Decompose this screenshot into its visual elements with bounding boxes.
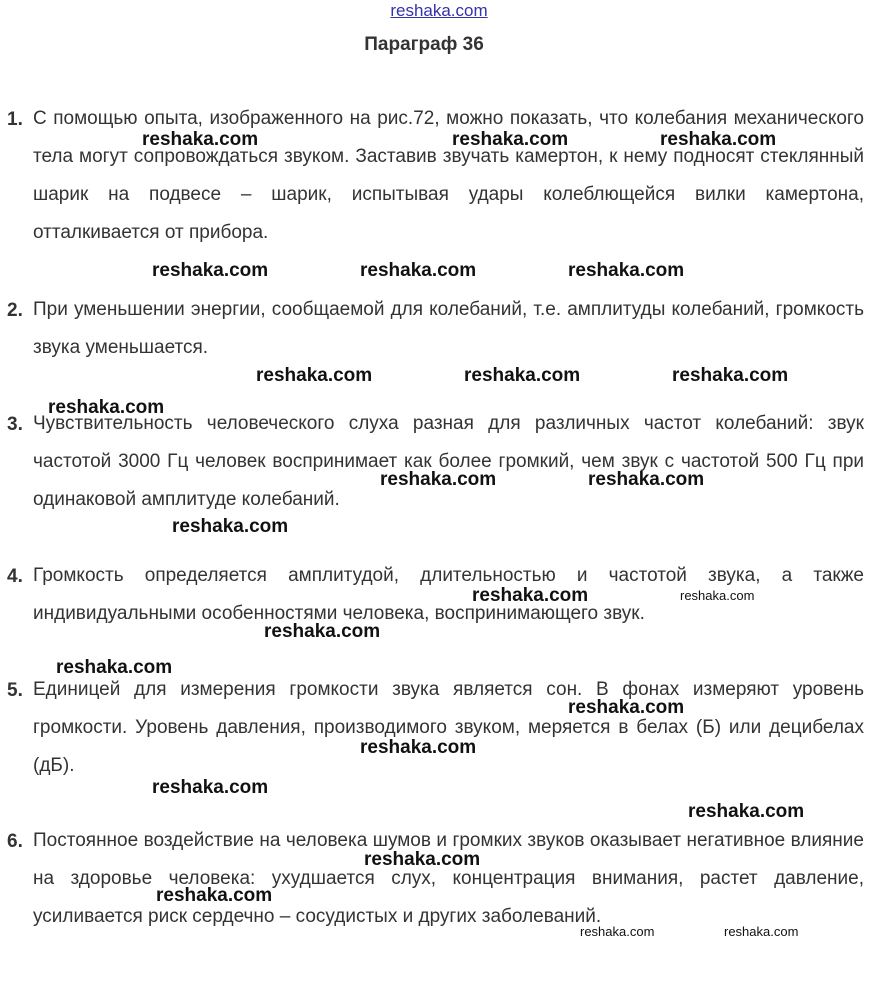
watermark: reshaka.com [152,777,269,798]
watermark: reshaka.com [680,588,755,603]
item-text: Единицей для измерения громкости звука является сон. В фонах измеряют уровень громкости. Уровень давления, производимого звуком, меряется в белах (Б) или децибелах (дБ). [33,679,864,776]
watermark: reshaka.com [452,129,569,150]
item-text: С помощью опыта, изображенного на рис.72, можно показать, что колебания механического тела могут сопровождаться звуком. Заставив звучать камертон, к нему подносят стеклянный шарик на подвесе – шарик, испытывая удары колеблющейся вилки камертона, отталкивается от прибора. [33,108,864,243]
item-text: Чувствительность человеческого слуха разная для различных частот колебаний: звук частотой 3000 Гц человек воспринимает как более громкий, чем звук с частотой 500 Гц при одинаковой амплитуде колебаний. [33,413,864,510]
item-text: Громкость определяется амплитудой, длительностью и частотой звука, а также индивидуальными особенностями человека, воспринимающего звук. [33,565,864,624]
watermark: reshaka.com [380,469,497,490]
item-number: 5. [7,680,23,701]
watermark: reshaka.com [152,260,269,281]
item-text: При уменьшении энергии, сообщаемой для колебаний, т.е. амплитуды колебаний, громкость звука уменьшается. [33,299,864,358]
item-number: 1. [7,109,23,130]
page-title: Параграф 36 [364,34,484,55]
watermark: reshaka.com [172,516,289,537]
watermark: reshaka.com [568,260,685,281]
watermark: reshaka.com [56,657,173,678]
watermark: reshaka.com [364,849,481,870]
watermark: reshaka.com [568,697,685,718]
watermark: reshaka.com [580,924,655,939]
item-number: 2. [7,300,23,321]
watermark: reshaka.com [588,469,705,490]
watermark: reshaka.com [156,885,273,906]
watermark: reshaka.com [360,737,477,758]
item-number: 6. [7,831,23,852]
watermark: reshaka.com [724,924,799,939]
watermark: reshaka.com [660,129,777,150]
site-link[interactable]: reshaka.com [390,1,488,20]
watermark: reshaka.com [672,365,789,386]
item-number: 4. [7,566,23,587]
item-text: Постоянное воздействие на человека шумов и громких звуков оказывает негативное влияние на здоровье человека: ухудшается слух, концентрация внимания, растет давление, усиливается риск сердечно – сосудистых и других заболеваний. [33,830,864,927]
watermark: reshaka.com [472,585,589,606]
watermark: reshaka.com [464,365,581,386]
watermark: reshaka.com [688,801,805,822]
watermark: reshaka.com [264,621,381,642]
watermark: reshaka.com [142,129,259,150]
watermark: reshaka.com [360,260,477,281]
watermark: reshaka.com [256,365,373,386]
item-number: 3. [7,414,23,435]
watermark: reshaka.com [48,397,165,418]
